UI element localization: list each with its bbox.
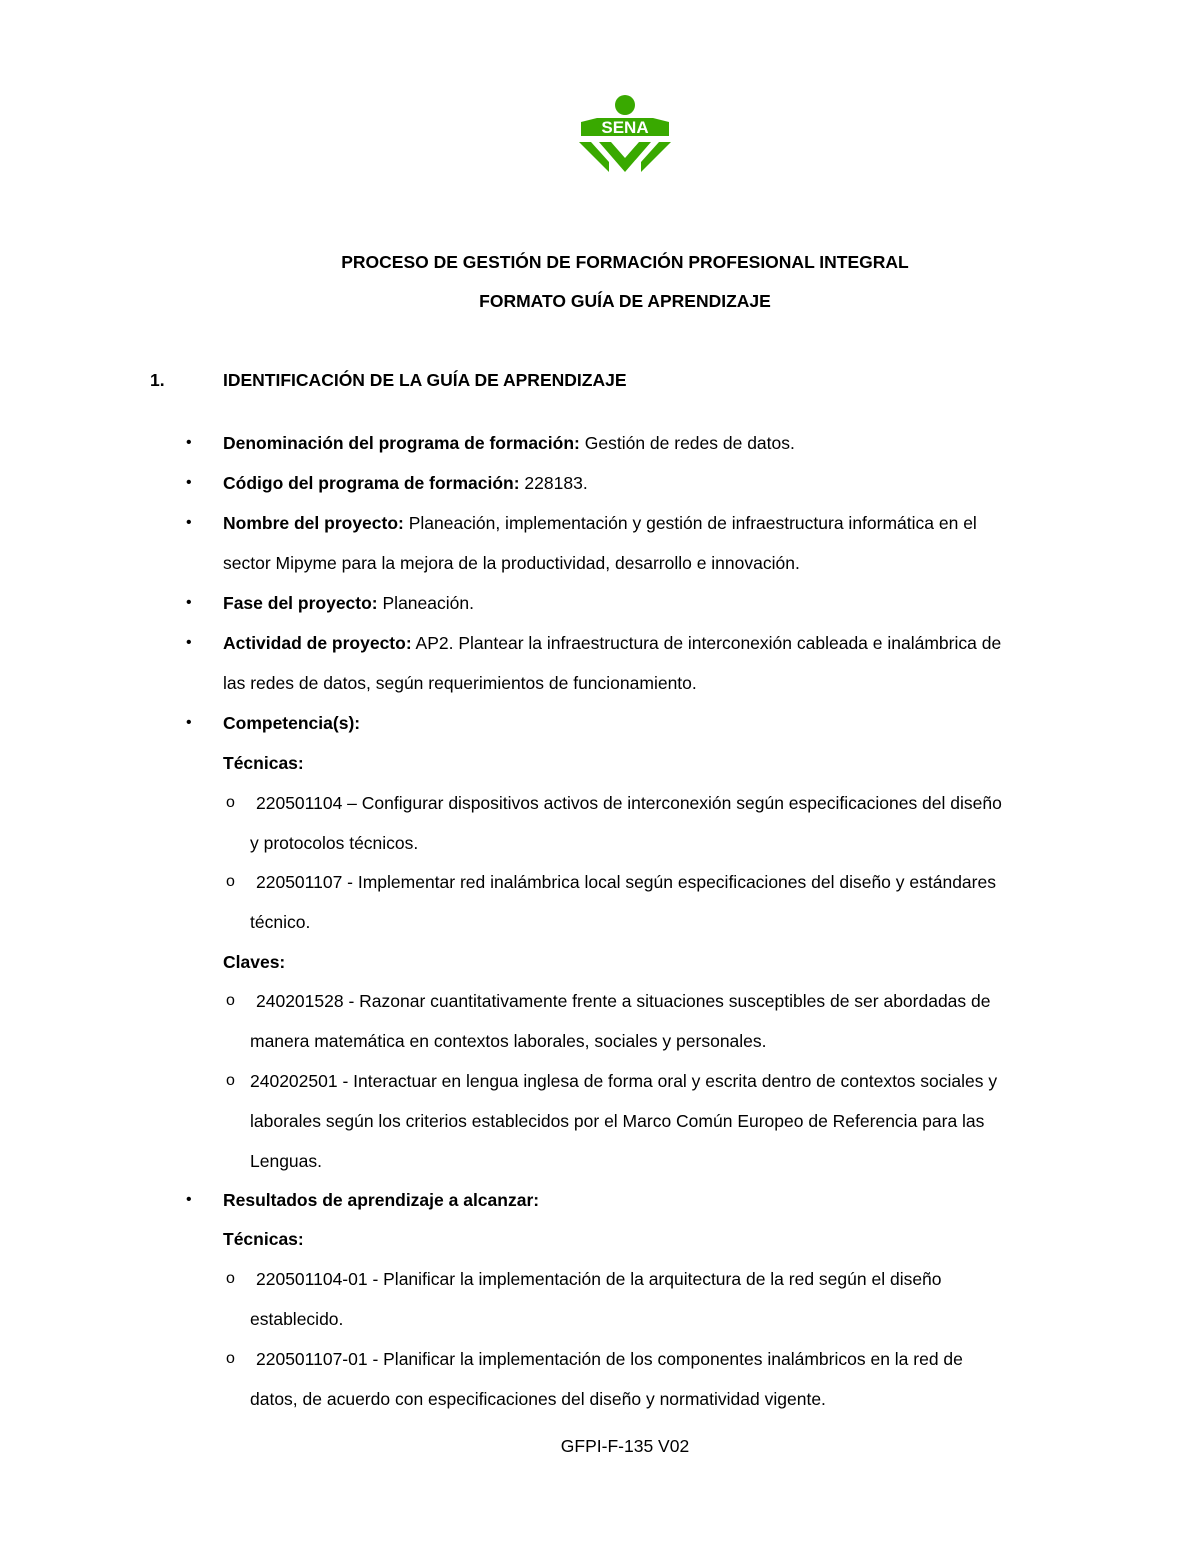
value: 228183. — [519, 473, 588, 493]
competencia-tecnica-1: 220501104 – Configurar dispositivos activos de interconexión según especificaciones del diseño — [256, 793, 1002, 813]
competencia-tecnica-1-cont: y protocolos técnicos. — [250, 833, 419, 853]
bullet-icon: • — [186, 594, 192, 611]
section-title: IDENTIFICACIÓN DE LA GUÍA DE APRENDIZAJE — [223, 370, 627, 390]
list-item-denominacion — [223, 432, 795, 454]
circle-bullet-icon: o — [226, 1072, 235, 1089]
circle-bullet-icon: o — [226, 794, 235, 811]
subheading-claves: Claves: — [223, 952, 286, 972]
list-item-fase — [223, 592, 474, 614]
value: Gestión de redes de datos. — [579, 433, 795, 453]
resultado-1: 220501104-01 - Planificar la implementación de la arquitectura de la red según el diseño — [256, 1269, 942, 1289]
bullet-icon: • — [186, 634, 192, 651]
bullet-icon: • — [186, 474, 192, 491]
document-title: PROCESO DE GESTIÓN DE FORMACIÓN PROFESIONAL INTEGRAL — [341, 252, 909, 272]
circle-bullet-icon: o — [226, 873, 235, 890]
circle-bullet-icon: o — [226, 1350, 235, 1367]
label: Denominación del programa de formación: — [223, 433, 580, 453]
resultado-2: 220501107-01 - Planificar la implementación de los componentes inalámbricos en la red de — [256, 1349, 963, 1369]
list-item-actividad — [223, 632, 1001, 654]
list-item-proyecto-cont: sector Mipyme para la mejora de la productividad, desarrollo e innovación. — [223, 553, 800, 573]
label: Nombre del proyecto: — [223, 513, 404, 533]
list-item-actividad-cont: las redes de datos, según requerimientos de funcionamiento. — [223, 673, 697, 693]
subheading-resultados-tecnicas: Técnicas: — [223, 1229, 304, 1249]
label: Fase del proyecto: — [223, 593, 378, 613]
subheading-tecnicas: Técnicas: — [223, 753, 304, 773]
list-item-competencias: Competencia(s): — [223, 713, 361, 733]
sena-logo — [575, 92, 675, 187]
competencia-clave-1: 240201528 - Razonar cuantitativamente frente a situaciones susceptibles de ser abordadas de — [256, 991, 991, 1011]
competencia-clave-2-cont2: Lenguas. — [250, 1151, 323, 1171]
value: Planeación. — [377, 593, 474, 613]
circle-bullet-icon: o — [226, 992, 235, 1009]
section-number: 1. — [150, 370, 165, 390]
competencia-clave-2-cont: laborales según los criterios establecidos por el Marco Común Europeo de Referencia para las — [250, 1111, 985, 1131]
document-subtitle: FORMATO GUÍA DE APRENDIZAJE — [479, 291, 771, 311]
bullet-icon: • — [186, 714, 192, 731]
label: Actividad de proyecto: — [223, 633, 412, 653]
list-item-codigo — [223, 472, 588, 494]
competencia-clave-1-cont: manera matemática en contextos laborales, sociales y personales. — [250, 1031, 767, 1051]
label: Código del programa de formación: — [223, 473, 520, 493]
list-item-resultados: Resultados de aprendizaje a alcanzar: — [223, 1190, 540, 1210]
competencia-clave-2: 240202501 - Interactuar en lengua inglesa de forma oral y escrita dentro de contextos sociales y — [250, 1071, 998, 1091]
value: AP2. Plantear la infraestructura de interconexión cableada e inalámbrica de — [411, 633, 1002, 653]
sena-logo-text: SENA — [601, 118, 649, 137]
footer-code: GFPI-F-135 V02 — [560, 1436, 690, 1456]
bullet-icon: • — [186, 1191, 192, 1208]
circle-bullet-icon: o — [226, 1270, 235, 1287]
resultado-2-cont: datos, de acuerdo con especificaciones del diseño y normatividad vigente. — [250, 1389, 826, 1409]
bullet-icon: • — [186, 514, 192, 531]
resultado-1-cont: establecido. — [250, 1309, 344, 1329]
competencia-tecnica-2: 220501107 - Implementar red inalámbrica local según especificaciones del diseño y estándares — [256, 872, 996, 892]
list-item-proyecto — [223, 512, 977, 534]
competencia-tecnica-2-cont: técnico. — [250, 912, 311, 932]
value: Planeación, implementación y gestión de infraestructura informática en el — [403, 513, 977, 533]
bullet-icon: • — [186, 434, 192, 451]
